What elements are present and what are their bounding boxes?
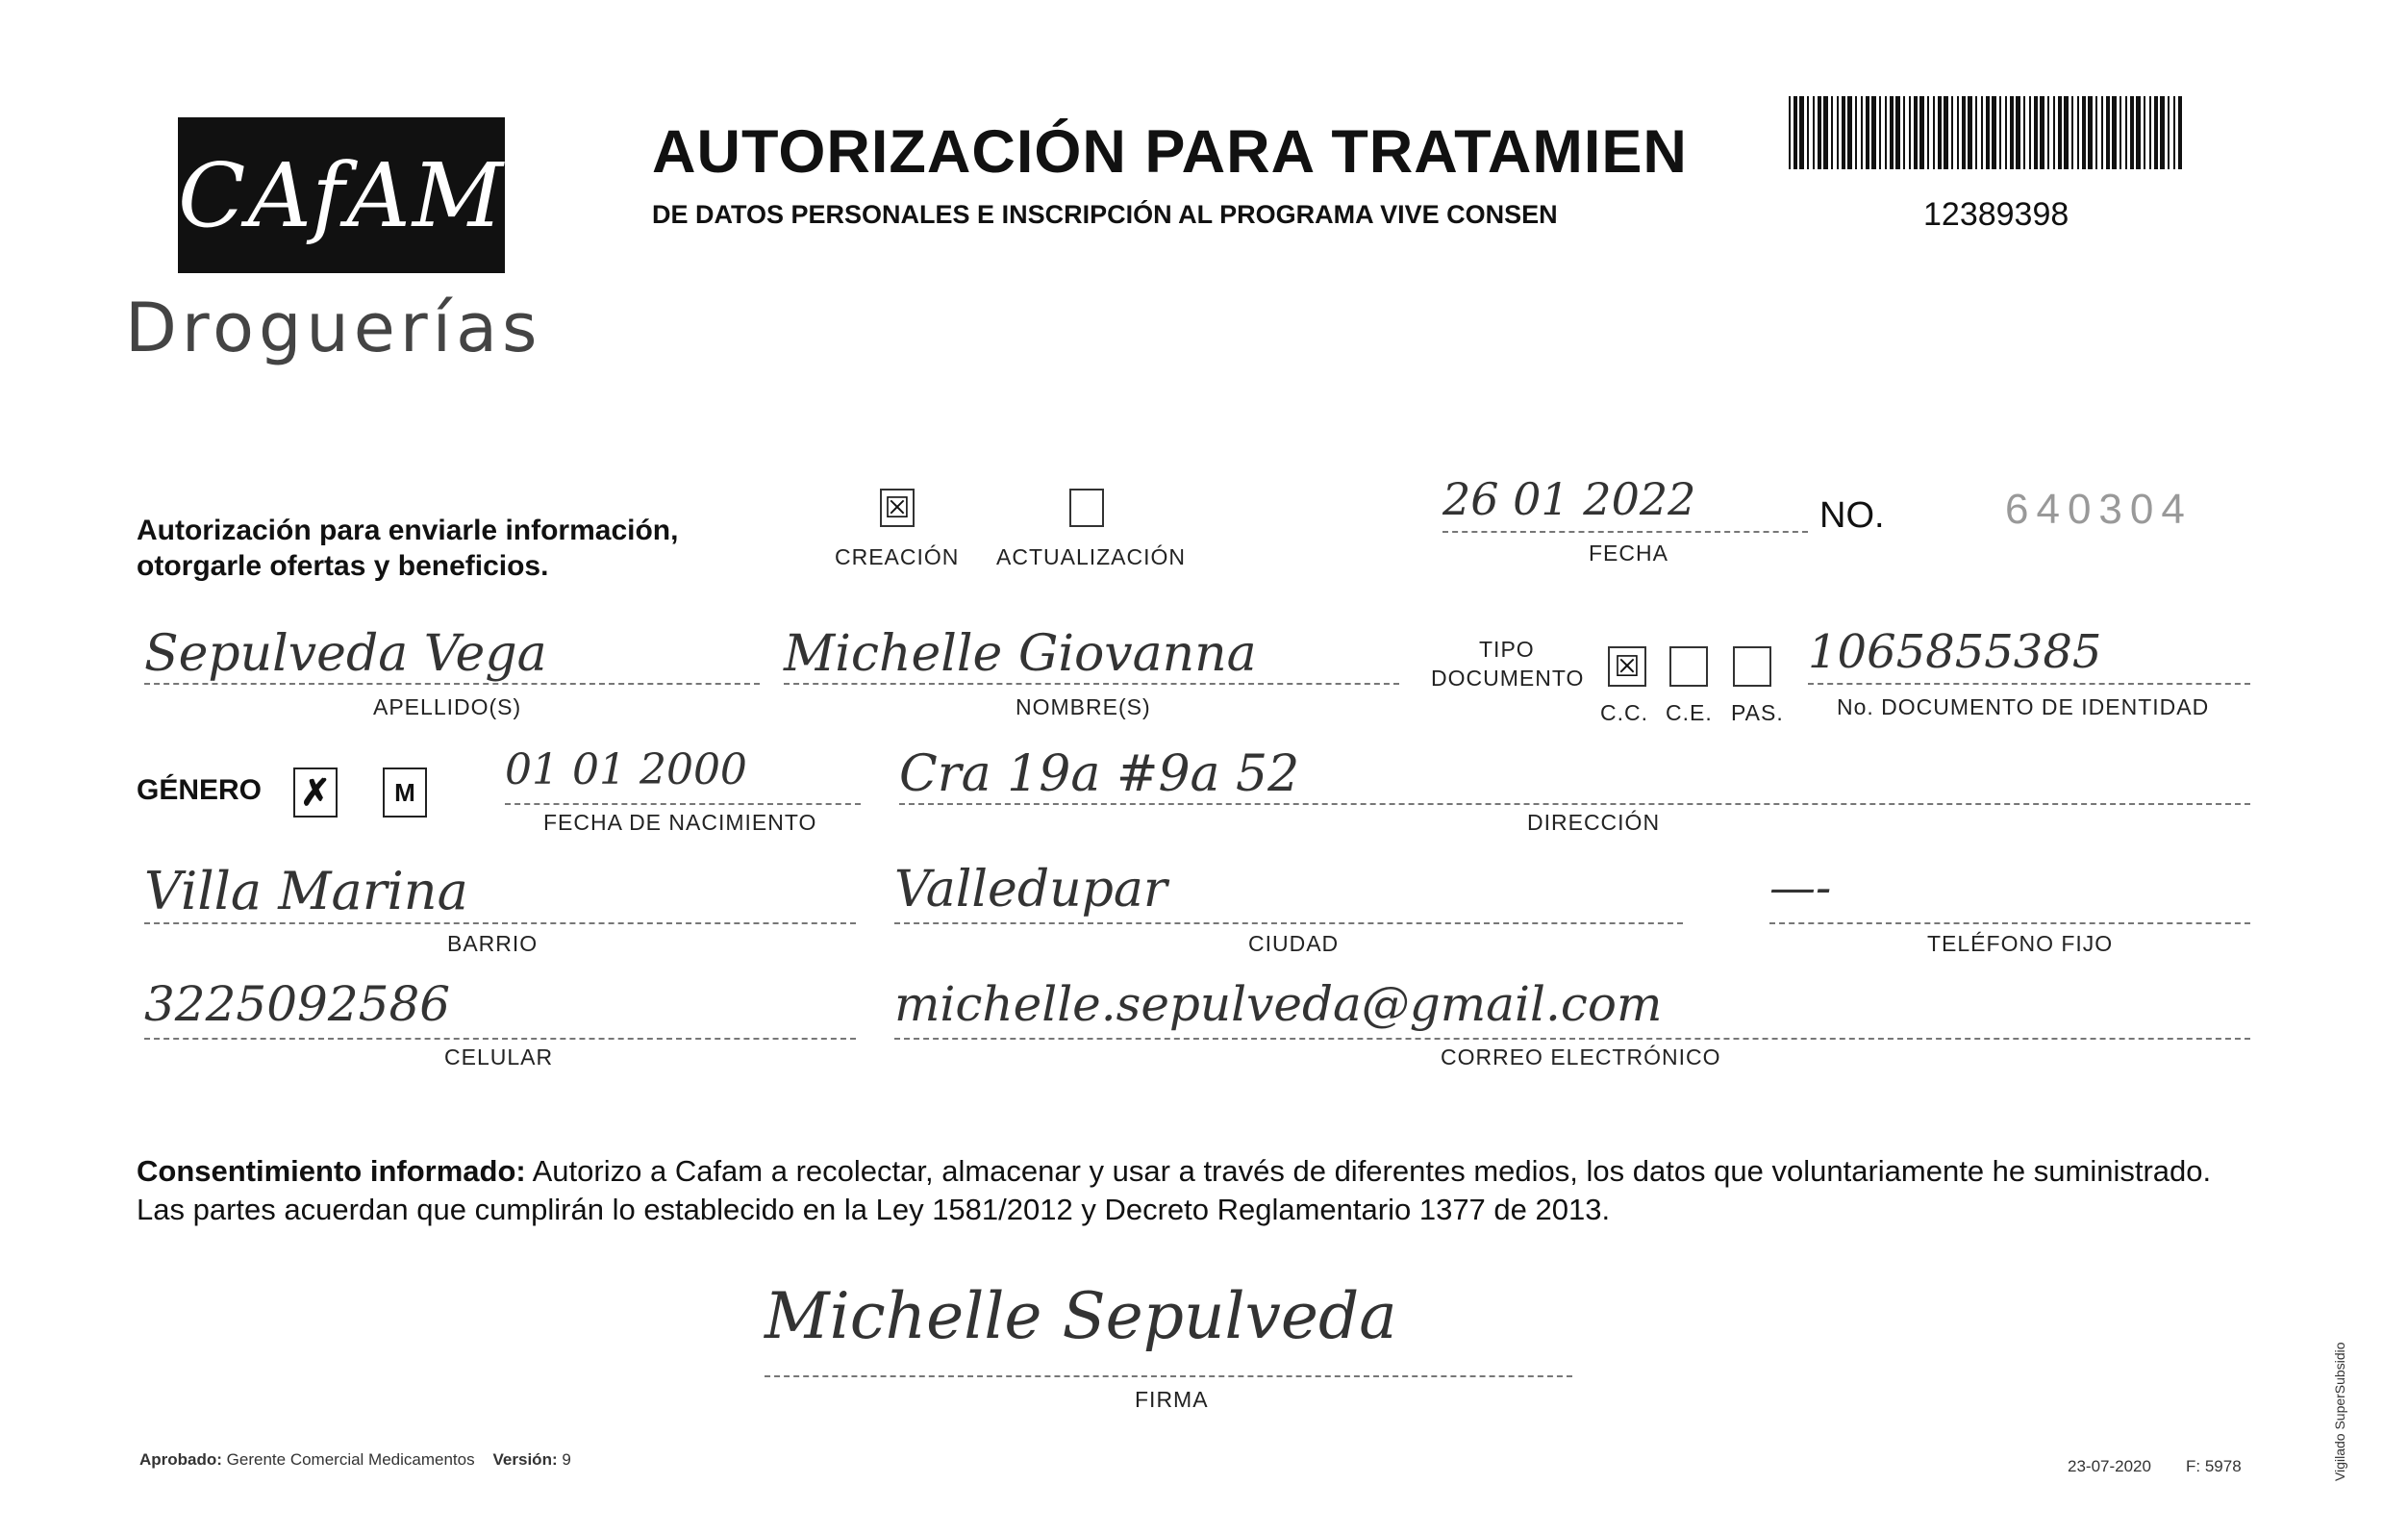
actualizacion-checkbox[interactable]	[1069, 489, 1104, 527]
form-subtitle: DE DATOS PERSONALES E INSCRIPCIÓN AL PROGRAMA VIVE CONSEN	[652, 200, 1558, 229]
barcode-bar	[1866, 96, 1869, 169]
barcode-bar	[1823, 96, 1828, 169]
barcode-bar	[1818, 96, 1821, 169]
consent-text: Autorizo a Cafam a recolectar, almacenar y usar a través de diferentes medios, los datos que voluntariamente he suministrado. Las partes acuerdan que cumplirán lo establecido en la Ley 1581/2012 y Decreto Reglamentario 1377 de 2013.	[137, 1154, 2212, 1226]
fecha-label: FECHA	[1589, 541, 1668, 566]
barcode-bar	[2040, 96, 2044, 169]
barcode-bar	[2053, 96, 2055, 169]
barcode-bar	[1986, 96, 1990, 169]
nombres-value: Michelle Giovanna	[784, 625, 1257, 683]
form-title: AUTORIZACIÓN PARA TRATAMIEN	[652, 118, 1688, 186]
footer-code: F: 5978	[2186, 1457, 2242, 1475]
checkbox-mark: ✗	[300, 772, 331, 814]
barcode-bar	[1962, 96, 1966, 169]
barcode-bar	[2095, 96, 2097, 169]
version-label: Versión:	[492, 1450, 558, 1469]
creacion-label: CREACIÓN	[835, 544, 960, 569]
barcode-bar	[2144, 96, 2145, 169]
barcode-bar	[1909, 96, 1911, 169]
barcode-bar	[2154, 96, 2158, 169]
ce-checkbox[interactable]	[1669, 646, 1708, 687]
barcode-bar	[2112, 96, 2117, 169]
barcode-bar	[1855, 96, 1857, 169]
barcode-bar	[1927, 96, 1929, 169]
barcode-bar	[1981, 96, 1983, 169]
barcode-bar	[1799, 96, 1804, 169]
barcode-bar	[1789, 96, 1791, 169]
barcode-number: 12389398	[1923, 196, 2069, 233]
direccion-field[interactable]	[899, 745, 2250, 805]
barcode-bar	[1837, 96, 1839, 169]
barcode-bar	[1842, 96, 1845, 169]
apellidos-value: Sepulveda Vega	[144, 625, 547, 683]
barcode-bar	[1919, 96, 1924, 169]
barcode-bar	[2016, 96, 2020, 169]
correo-label: CORREO ELECTRÓNICO	[1441, 1044, 1721, 1069]
barcode-bar	[1944, 96, 1948, 169]
celular-value: 3225092586	[144, 976, 451, 1032]
barcode-bar	[1933, 96, 1935, 169]
checkbox-mark: ☒	[884, 491, 911, 524]
firma-field[interactable]	[765, 1279, 1572, 1377]
documento-field[interactable]	[1808, 625, 2250, 685]
barcode-bar	[1813, 96, 1815, 169]
nacimiento-value: 01 01 2000	[505, 745, 747, 794]
barrio-value: Villa Marina	[144, 861, 468, 921]
barcode-bar	[1999, 96, 2001, 169]
apellidos-label: APELLIDO(S)	[373, 694, 522, 719]
firma-label: FIRMA	[1135, 1387, 1209, 1412]
barcode-bar	[1992, 96, 1996, 169]
barcode-bar	[1847, 96, 1852, 169]
barcode-bar	[2120, 96, 2121, 169]
barcode-bar	[2023, 96, 2025, 169]
barcode-bar	[2064, 96, 2069, 169]
barcode-bar	[1938, 96, 1942, 169]
nombres-field[interactable]	[784, 625, 1399, 685]
barcode-bar	[2034, 96, 2038, 169]
correo-value: michelle.sepulveda@gmail.com	[894, 976, 1663, 1032]
celular-field[interactable]	[144, 976, 856, 1040]
documento-value: 1065855385	[1808, 625, 2102, 679]
telefono-field[interactable]	[1769, 861, 2250, 924]
ciudad-field[interactable]	[894, 861, 1683, 924]
nacimiento-field[interactable]	[505, 745, 861, 805]
barcode-bar	[1879, 96, 1881, 169]
barcode-bar	[2136, 96, 2141, 169]
genero-m-label: M	[394, 777, 415, 807]
apellidos-field[interactable]	[144, 625, 760, 685]
barcode-bar	[2082, 96, 2086, 169]
barcode-bar	[2125, 96, 2127, 169]
barcode-bar	[2005, 96, 2007, 169]
side-text: Vigilado SuperSubsidio	[2332, 1342, 2347, 1481]
celular-label: CELULAR	[444, 1044, 554, 1069]
pas-checkbox[interactable]	[1733, 646, 1771, 687]
barcode-bar	[2160, 96, 2165, 169]
barcode-bar	[1957, 96, 1959, 169]
documento-label: DOCUMENTO	[1431, 666, 1585, 691]
checkbox-mark: ☒	[1614, 650, 1641, 683]
barcode-bar	[2088, 96, 2093, 169]
pas-label: PAS.	[1731, 700, 1784, 725]
barrio-field[interactable]	[144, 861, 856, 924]
aprobado-label: Aprobado:	[139, 1450, 222, 1469]
direccion-label: DIRECCIÓN	[1527, 810, 1661, 835]
barcode-bar	[2168, 96, 2170, 169]
aprobado-value: Gerente Comercial Medicamentos	[226, 1450, 475, 1469]
barcode-bar	[1914, 96, 1918, 169]
footer-date: 23-07-2020	[2068, 1457, 2151, 1475]
version-value: 9	[562, 1450, 571, 1469]
barcode-bar	[1807, 96, 1809, 169]
ce-label: C.E.	[1666, 700, 1713, 725]
creacion-checkbox[interactable]	[880, 489, 915, 527]
barcode-bar	[2058, 96, 2062, 169]
barcode-bar	[2077, 96, 2079, 169]
ciudad-value: Valledupar	[894, 861, 1167, 918]
consent-heading: Consentimiento informado:	[137, 1154, 526, 1188]
actualizacion-label: ACTUALIZACIÓN	[996, 544, 1187, 569]
cc-label: C.C.	[1600, 700, 1648, 725]
barcode-bar	[1793, 96, 1797, 169]
authorization-text-line1: Autorización para enviarle información,	[137, 515, 679, 546]
barcode-bar	[1885, 96, 1887, 169]
barcode-bar	[2178, 96, 2182, 169]
brand-subtitle: Droguerías	[125, 289, 542, 367]
genero-m-checkbox[interactable]	[383, 768, 427, 818]
barcode-bar	[2149, 96, 2151, 169]
barcode-bar	[2047, 96, 2049, 169]
nacimiento-label: FECHA DE NACIMIENTO	[543, 810, 817, 835]
barcode-bar	[1890, 96, 1894, 169]
barcode-bar	[1871, 96, 1876, 169]
barcode-bar	[2173, 96, 2175, 169]
consent-paragraph	[137, 1152, 2252, 1229]
ciudad-label: CIUDAD	[1248, 931, 1340, 956]
fecha-field[interactable]	[1442, 473, 1808, 533]
authorization-text-line2: otorgarle ofertas y beneficios.	[137, 550, 549, 582]
direccion-value: Cra 19a #9a 52	[899, 745, 1300, 803]
fecha-value: 26 01 2022	[1442, 473, 1696, 525]
barcode-bar	[2101, 96, 2103, 169]
barcode-bar	[2029, 96, 2031, 169]
no-label: NO.	[1819, 495, 1885, 536]
barcode-bar	[1861, 96, 1863, 169]
barcode-bar	[2130, 96, 2134, 169]
barcode	[1789, 96, 2183, 169]
telefono-label: TELÉFONO FIJO	[1927, 931, 2114, 956]
barcode-bar	[1951, 96, 1953, 169]
barcode-bar	[1975, 96, 1977, 169]
genero-label: GÉNERO	[137, 774, 263, 806]
correo-field[interactable]	[894, 976, 2250, 1040]
firma-value: Michelle Sepulveda	[765, 1279, 1397, 1353]
barcode-bar	[1831, 96, 1833, 169]
barcode-bar	[2010, 96, 2014, 169]
cc-checkbox[interactable]	[1608, 646, 1646, 687]
footer-approval	[139, 1450, 571, 1470]
barcode-bar	[2106, 96, 2110, 169]
documento-number-label: No. DOCUMENTO DE IDENTIDAD	[1837, 694, 2210, 719]
barrio-label: BARRIO	[447, 931, 539, 956]
genero-f-checkbox[interactable]	[293, 768, 338, 818]
barcode-bar	[2071, 96, 2073, 169]
barcode-bar	[1903, 96, 1905, 169]
no-value: 640304	[2005, 486, 2193, 533]
barcode-bar	[1968, 96, 1972, 169]
telefono-value: —-	[1769, 861, 1832, 915]
barcode-bar	[1895, 96, 1900, 169]
tipo-label: TIPO	[1479, 637, 1535, 662]
cafam-logo: CAfAM	[178, 117, 505, 273]
nombres-label: NOMBRE(S)	[1016, 694, 1151, 719]
